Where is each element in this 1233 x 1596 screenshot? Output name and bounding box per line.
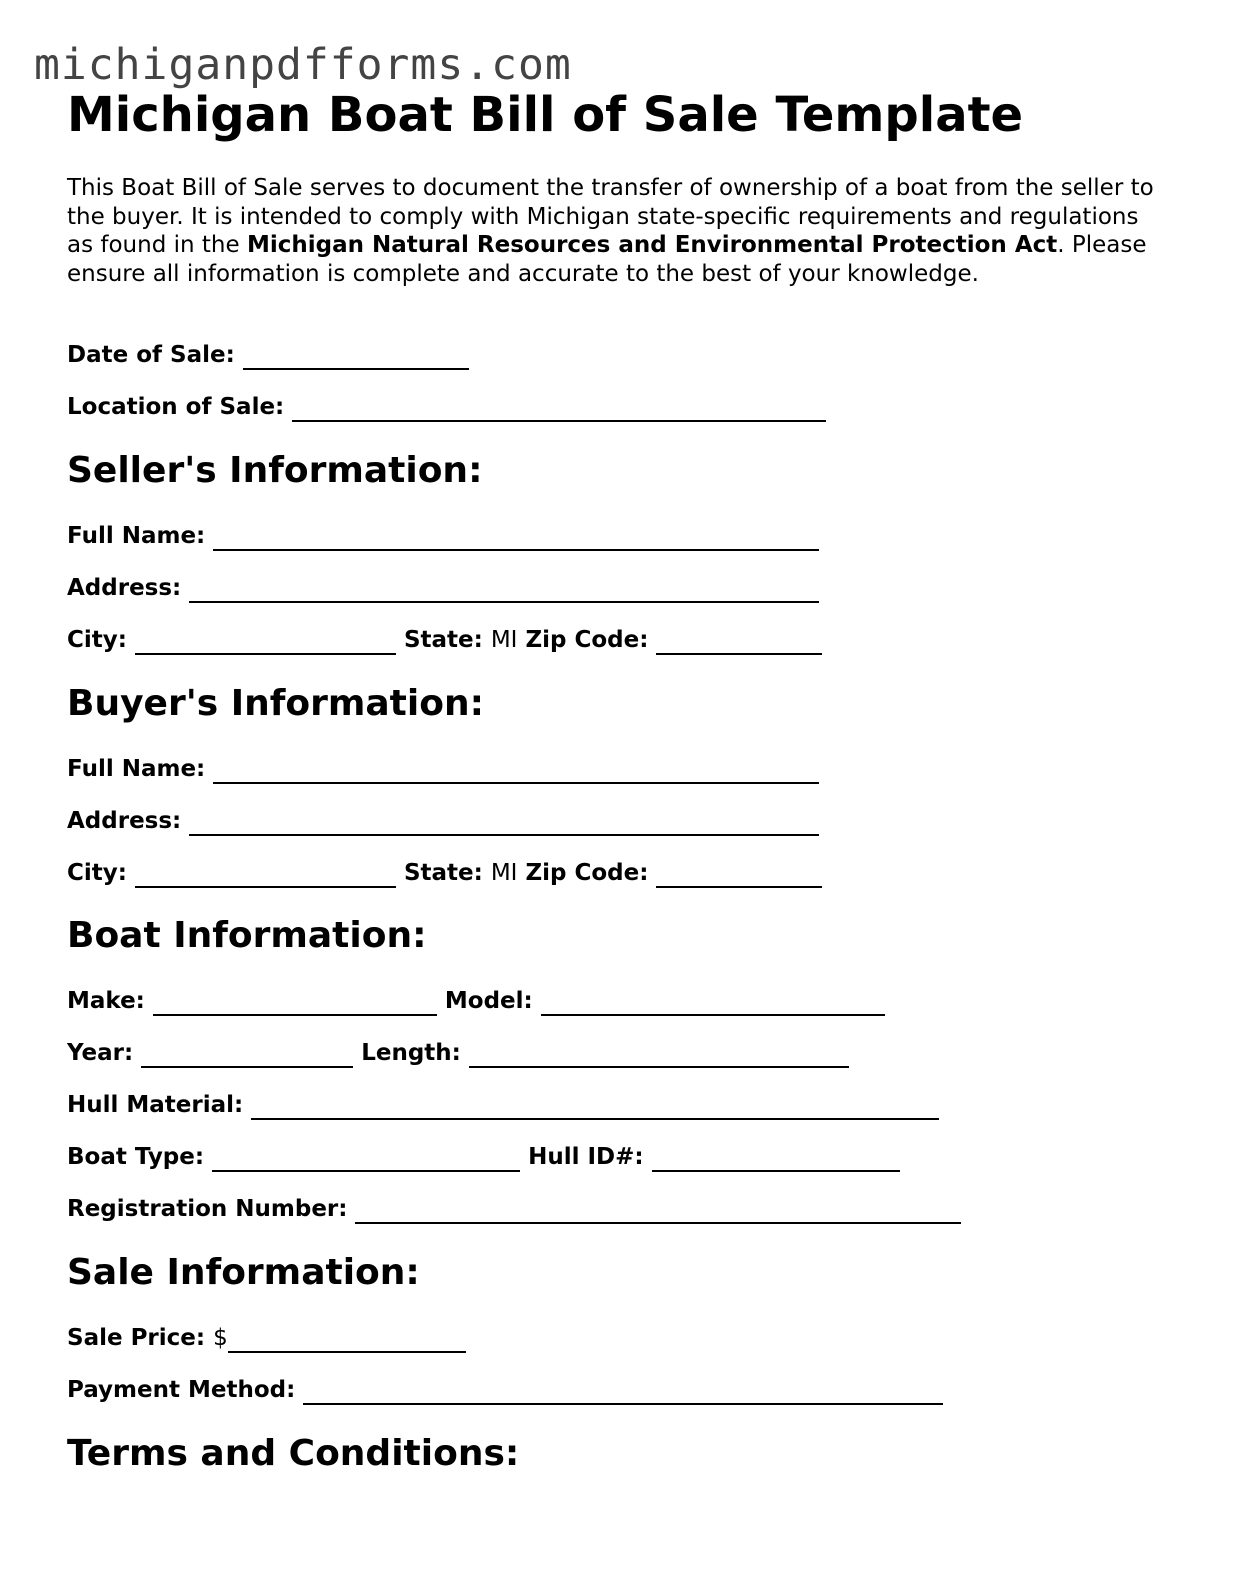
date-of-sale-label: Date of Sale:: [67, 342, 235, 368]
seller-city-row: [67, 625, 830, 655]
boat-make-line[interactable]: [153, 994, 437, 1016]
boat-model-label: Model:: [444, 988, 533, 1014]
boat-type-line[interactable]: [212, 1150, 520, 1172]
currency-symbol: $: [213, 1325, 228, 1351]
buyer-city-label: City:: [67, 860, 127, 886]
location-of-sale-label: Location of Sale:: [67, 394, 285, 420]
boat-registration-line[interactable]: [355, 1202, 961, 1224]
seller-full-name-row: [67, 521, 827, 551]
boat-hull-material-row: [67, 1090, 947, 1120]
sale-price-label: Sale Price:: [67, 1325, 206, 1351]
buyer-full-name-row: [67, 754, 827, 784]
location-of-sale-row: [67, 392, 834, 422]
payment-method-row: [67, 1375, 951, 1405]
boat-make-label: Make:: [67, 988, 145, 1014]
seller-address-row: [67, 573, 827, 603]
boat-type-label: Boat Type:: [67, 1144, 205, 1170]
buyer-state-label: State:: [403, 860, 483, 886]
buyer-address-label: Address:: [67, 808, 182, 834]
seller-full-name-label: Full Name:: [67, 523, 206, 549]
sale-price-line[interactable]: [228, 1331, 466, 1353]
buyer-full-name-label: Full Name:: [67, 756, 206, 782]
boat-hull-material-line[interactable]: [251, 1098, 939, 1120]
payment-method-label: Payment Method:: [67, 1377, 296, 1403]
seller-city-label: City:: [67, 627, 127, 653]
boat-type-hull-id-row: [67, 1142, 908, 1172]
page-title: Michigan Boat Bill of Sale Template: [67, 87, 1024, 143]
seller-city-line[interactable]: [135, 633, 396, 655]
seller-address-line[interactable]: [189, 581, 819, 603]
site-watermark: michiganpdfforms.com: [34, 40, 572, 90]
buyer-full-name-line[interactable]: [213, 762, 819, 784]
boat-make-model-row: [67, 986, 893, 1016]
seller-state-label: State:: [403, 627, 483, 653]
seller-address-label: Address:: [67, 575, 182, 601]
boat-hull-material-label: Hull Material:: [67, 1092, 244, 1118]
sale-price-row: [67, 1323, 474, 1353]
date-of-sale-row: [67, 340, 477, 370]
boat-length-label: Length:: [361, 1040, 461, 1066]
intro-text-1: This Boat Bill of Sale serves to document the transfer of ownership of a boat from the seller to the buyer. It is intended to comply with Michigan state-specific requirements and regulations as found in the: [67, 175, 1154, 258]
boat-hull-id-label: Hull ID#:: [528, 1144, 644, 1170]
boat-length-line[interactable]: [469, 1046, 849, 1068]
boat-registration-row: [67, 1194, 969, 1224]
boat-registration-label: Registration Number:: [67, 1196, 348, 1222]
boat-hull-id-line[interactable]: [652, 1150, 900, 1172]
buyer-heading: Buyer's Information:: [67, 683, 484, 724]
boat-model-line[interactable]: [541, 994, 885, 1016]
seller-heading: Seller's Information:: [67, 450, 483, 491]
location-of-sale-line[interactable]: [292, 400, 826, 422]
buyer-address-line[interactable]: [189, 814, 819, 836]
terms-heading: Terms and Conditions:: [67, 1433, 520, 1474]
buyer-address-row: [67, 806, 827, 836]
seller-state-value: MI: [490, 627, 518, 653]
boat-year-line[interactable]: [141, 1046, 353, 1068]
seller-zip-line[interactable]: [656, 633, 822, 655]
intro-act-name: Michigan Natural Resources and Environmental Protection Act: [246, 232, 1058, 258]
intro-paragraph: [67, 174, 1167, 288]
intro-text-2: . Please ensure all information is complete and accurate to the best of your knowledge.: [67, 232, 1147, 287]
buyer-zip-line[interactable]: [656, 866, 822, 888]
sale-heading: Sale Information:: [67, 1252, 420, 1293]
boat-heading: Boat Information:: [67, 915, 427, 956]
boat-year-length-row: [67, 1038, 857, 1068]
buyer-city-row: [67, 858, 830, 888]
date-of-sale-line[interactable]: [243, 348, 469, 370]
payment-method-line[interactable]: [303, 1383, 943, 1405]
buyer-city-line[interactable]: [135, 866, 396, 888]
buyer-zip-label: Zip Code:: [525, 860, 649, 886]
buyer-state-value: MI: [490, 860, 518, 886]
seller-full-name-line[interactable]: [213, 529, 819, 551]
seller-zip-label: Zip Code:: [525, 627, 649, 653]
boat-year-label: Year:: [67, 1040, 134, 1066]
